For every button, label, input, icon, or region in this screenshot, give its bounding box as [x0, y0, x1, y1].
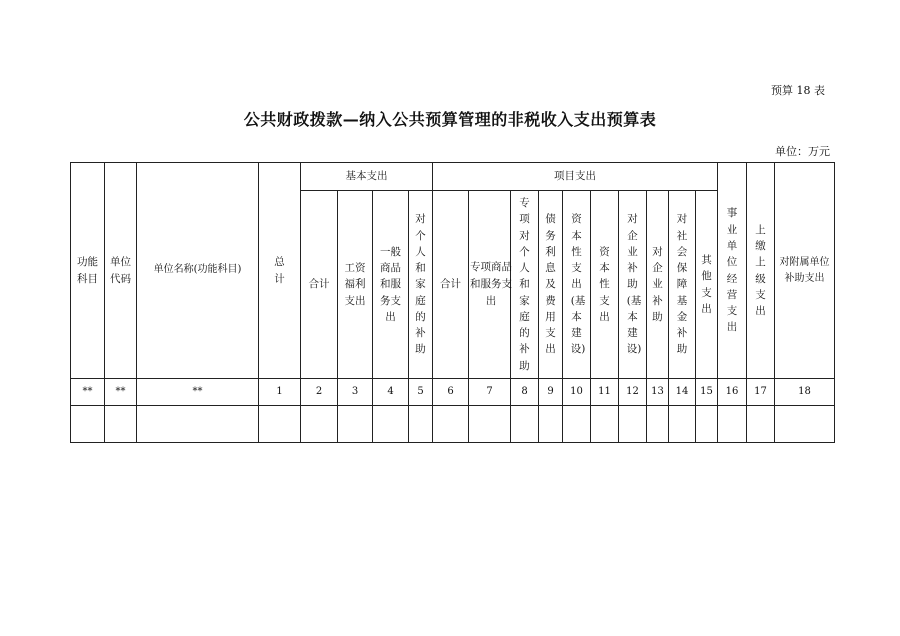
- header-remit-expense: 上缴上级支出: [747, 163, 775, 379]
- table-cell: 3: [338, 379, 373, 406]
- header-project-enterprise-construction: 对企业补助(基本建设): [619, 191, 647, 379]
- header-project-individual: 专项对个人和家庭的补助: [511, 191, 539, 379]
- table-cell: **: [137, 379, 259, 406]
- header-basic-individual: 对个人和家庭的补助: [409, 191, 433, 379]
- table-cell: 12: [619, 379, 647, 406]
- header-project-capital: 资本性支出: [591, 191, 619, 379]
- table-cell[interactable]: [563, 406, 591, 443]
- table-cell: 5: [409, 379, 433, 406]
- table-cell[interactable]: [105, 406, 137, 443]
- header-project-group: 项目支出: [433, 163, 718, 191]
- form-number: 预算 18 表: [771, 84, 825, 97]
- table-cell[interactable]: [511, 406, 539, 443]
- header-project-total: 合计: [433, 191, 469, 379]
- header-project-goods: 专项商品和服务支出: [469, 191, 511, 379]
- table-cell[interactable]: [696, 406, 718, 443]
- header-unit-name: 单位名称(功能科目): [137, 163, 259, 379]
- table-cell: 1: [259, 379, 301, 406]
- header-subsidy-expense: 对附属单位补助支出: [775, 163, 835, 379]
- table-cell: **: [105, 379, 137, 406]
- header-project-other: 其他支出: [696, 191, 718, 379]
- table-cell[interactable]: [259, 406, 301, 443]
- header-func-subject: 功能科目: [71, 163, 105, 379]
- table-cell: 4: [373, 379, 409, 406]
- unit-label: 单位：万元: [775, 145, 830, 158]
- table-cell[interactable]: [669, 406, 696, 443]
- table-cell[interactable]: [647, 406, 669, 443]
- table-cell: 17: [747, 379, 775, 406]
- table-cell: 8: [511, 379, 539, 406]
- table-cell: 6: [433, 379, 469, 406]
- header-project-enterprise: 对企业补助: [647, 191, 669, 379]
- table-cell: 10: [563, 379, 591, 406]
- table-cell[interactable]: [718, 406, 747, 443]
- table-cell[interactable]: [373, 406, 409, 443]
- table-cell[interactable]: [338, 406, 373, 443]
- table-cell: 9: [539, 379, 563, 406]
- table-cell: 16: [718, 379, 747, 406]
- header-basic-wages: 工资福利支出: [338, 191, 373, 379]
- header-basic-total: 合计: [301, 191, 338, 379]
- table-cell[interactable]: [747, 406, 775, 443]
- table-cell: **: [71, 379, 105, 406]
- header-project-capital-construction: 资本性支出(基本建设): [563, 191, 591, 379]
- table-cell: 11: [591, 379, 619, 406]
- table-cell: 14: [669, 379, 696, 406]
- table-cell[interactable]: [469, 406, 511, 443]
- table-cell: 13: [647, 379, 669, 406]
- table-cell[interactable]: [137, 406, 259, 443]
- table-cell[interactable]: [409, 406, 433, 443]
- table-cell: 18: [775, 379, 835, 406]
- header-project-debt: 债务利息及费用支出: [539, 191, 563, 379]
- budget-table: [70, 162, 835, 443]
- page-title: 公共财政拨款—纳入公共预算管理的非税收入支出预算表: [243, 110, 657, 129]
- table-row-empty: [71, 406, 835, 443]
- table-cell: 7: [469, 379, 511, 406]
- table-cell[interactable]: [433, 406, 469, 443]
- table-cell[interactable]: [775, 406, 835, 443]
- header-basic-goods: 一般商品和服务支出: [373, 191, 409, 379]
- header-total: 总计: [259, 163, 301, 379]
- table-cell[interactable]: [591, 406, 619, 443]
- table-cell[interactable]: [619, 406, 647, 443]
- header-unit-code: 单位代码: [105, 163, 137, 379]
- table-cell[interactable]: [539, 406, 563, 443]
- table-cell[interactable]: [71, 406, 105, 443]
- header-business-expense: 事业单位经营支出: [718, 163, 747, 379]
- table-cell[interactable]: [301, 406, 338, 443]
- table-cell: 15: [696, 379, 718, 406]
- table-cell: 2: [301, 379, 338, 406]
- table-row-numbers: [71, 379, 835, 406]
- header-project-social-security: 对社会保障基金补助: [669, 191, 696, 379]
- header-basic-group: 基本支出: [301, 163, 433, 191]
